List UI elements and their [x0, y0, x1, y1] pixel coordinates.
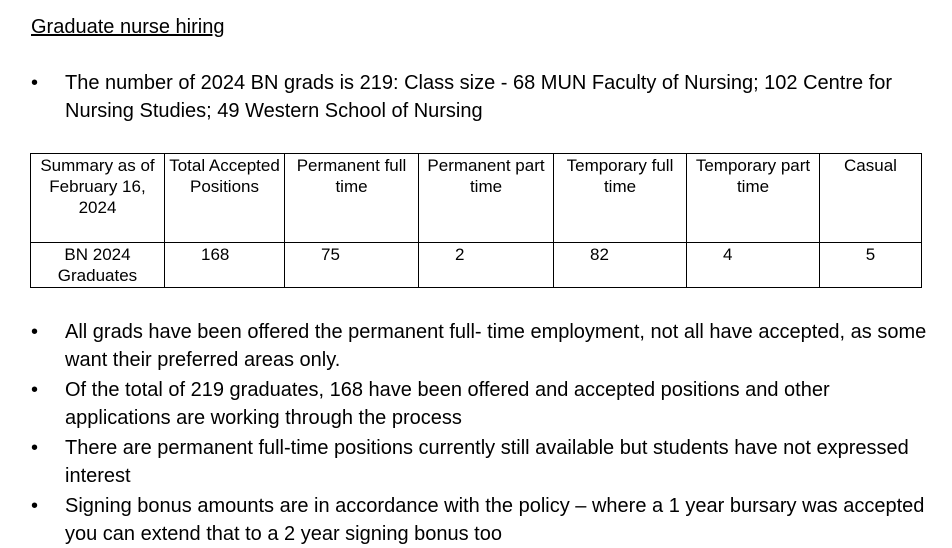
cell-permanent-part-time: 2 — [419, 243, 554, 288]
header-casual: Casual — [820, 154, 922, 243]
bullet-glyph: • — [31, 437, 39, 459]
bullet-glyph: • — [31, 379, 39, 401]
header-summary-date: Summary as of February 16, 2024 — [31, 154, 165, 243]
bullet-text: All grads have been offered the permanent full- time employment, not all have accepted, as some want their preferred areas only. — [65, 321, 927, 371]
bullet-glyph: • — [31, 321, 39, 343]
cell-temporary-part-time: 4 — [687, 243, 820, 288]
header-temporary-part-time: Temporary part time — [687, 154, 820, 243]
cell-casual: 5 — [820, 243, 922, 288]
header-permanent-part-time: Permanent part time — [419, 154, 554, 243]
hiring-summary-table — [30, 153, 922, 288]
bullet-text: Signing bonus amounts are in accordance with the policy – where a 1 year bursary was accepted you can extend that to a 2 year signing bonus too — [65, 495, 925, 545]
table-row — [31, 243, 922, 288]
bullet-text: There are permanent full-time positions currently still available but students have not expressed interest — [65, 437, 909, 487]
cell-total-accepted: 168 — [165, 243, 285, 288]
table-header-row — [31, 154, 922, 243]
page-heading: Graduate nurse hiring — [31, 16, 225, 38]
cell-permanent-full-time: 75 — [285, 243, 419, 288]
row-label: BN 2024 Graduates — [31, 243, 165, 288]
header-temporary-full-time: Temporary full time — [554, 154, 687, 243]
bullet-text: The number of 2024 BN grads is 219: Class size - 68 MUN Faculty of Nursing; 102 Centre for Nursing Studies; 49 Western School of Nursing — [65, 72, 893, 122]
bullet-glyph: • — [31, 72, 39, 94]
header-total-accepted: Total Accepted Positions — [165, 154, 285, 243]
bullet-glyph: • — [31, 495, 39, 517]
bullet-text: Of the total of 219 graduates, 168 have been offered and accepted positions and other applications are working through the process — [65, 379, 830, 429]
header-permanent-full-time: Permanent full time — [285, 154, 419, 243]
cell-temporary-full-time: 82 — [554, 243, 687, 288]
